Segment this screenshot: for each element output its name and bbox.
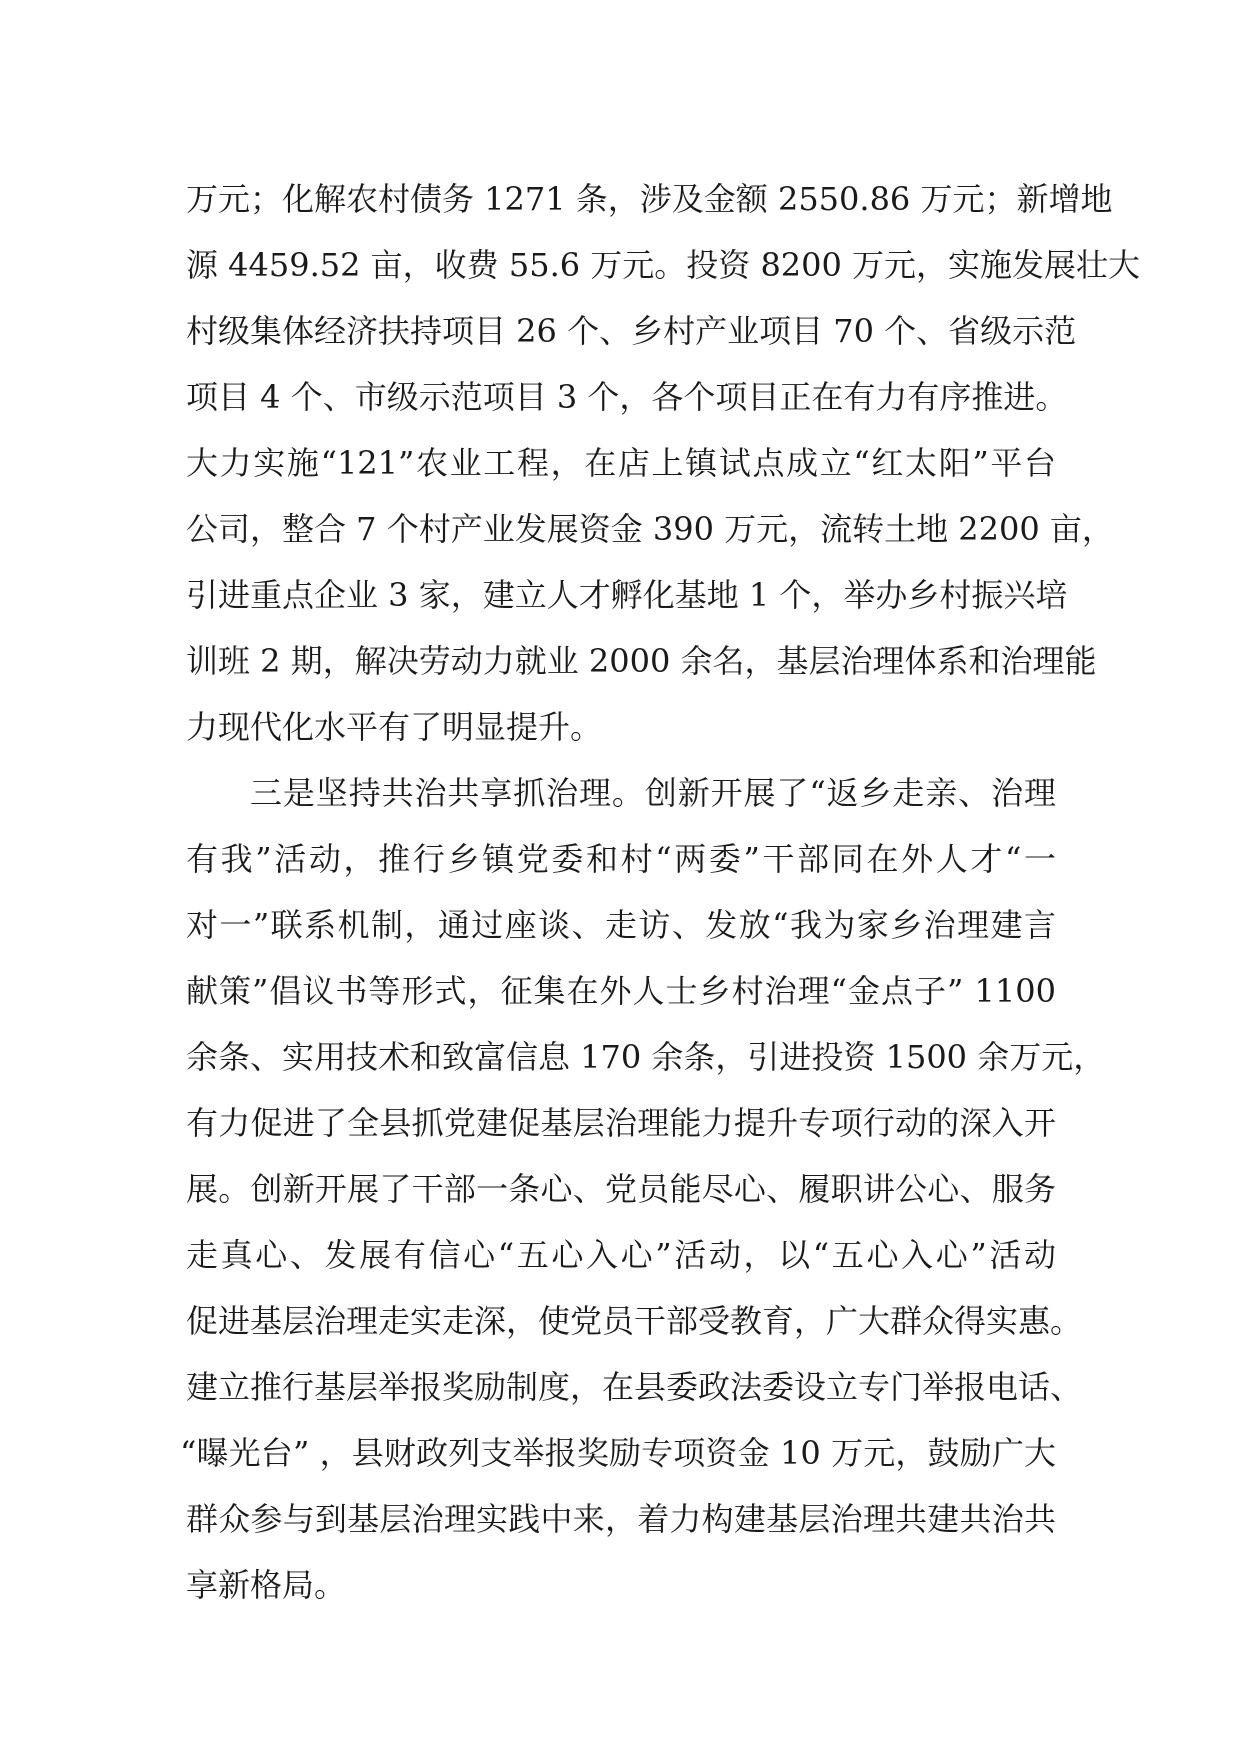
text-line: 对一”联系机制，通过座谈、走访、发放“我为家乡治理建言: [186, 906, 1056, 944]
text-line: 项目 4 个、市级示范项目 3 个，各个项目正在有力有序推进。: [186, 378, 1068, 416]
text-line: 促进基层治理走实走深，使党员干部受教育，广大群众得实惠。: [186, 1302, 1083, 1340]
text-line: 有力促进了全县抓党建促基层治理能力提升专项行动的深入开: [186, 1104, 1056, 1142]
text-line: 村级集体经济扶持项目 26 个、乡村产业项目 70 个、省级示范: [186, 312, 1077, 350]
text-line: 万元；化解农村债务 1271 条，涉及金额 2550.86 万元；新增地: [186, 180, 1113, 218]
text-line: 大力实施“121”农业工程，在店上镇试点成立“红太阳”平台: [186, 444, 1056, 482]
text-line: 训班 2 期，解决劳动力就业 2000 余名，基层治理体系和治理能: [186, 642, 1097, 680]
text-line: 公司，整合 7 个村产业发展资金 390 万元，流转土地 2200 亩，: [186, 510, 1114, 548]
text-line: 献策”倡议书等形式，征集在外人士乡村治理“金点子” 1100: [186, 972, 1056, 1010]
text-line: 余条、实用技术和致富信息 170 余条，引进投资 1500 余万元，: [186, 1038, 1106, 1076]
text-line: 走真心、发展有信心“五心入心”活动，以“五心入心”活动: [186, 1236, 1056, 1274]
text-line: 建立推行基层举报奖励制度，在县委政法委设立专门举报电话、: [186, 1368, 1083, 1406]
paragraph-first-line: 三是坚持共治共享抓治理。创新开展了“返乡走亲、治理: [250, 774, 1056, 812]
text-line: 群众参与到基层治理实践中来，着力构建基层治理共建共治共: [186, 1500, 1056, 1538]
text-line: 源 4459.52 亩，收费 55.6 万元。投资 8200 万元，实施发展壮大: [186, 246, 1141, 284]
text-line: 力现代化水平有了明显提升。: [186, 708, 603, 746]
text-line: 享新格局。: [186, 1566, 347, 1604]
text-line: “曝光台” ，县财政列支举报奖励专项资金 10 万元，鼓励广大: [180, 1434, 1056, 1472]
text-line: 有我”活动，推行乡镇党委和村“两委”干部同在外人才“一: [186, 840, 1056, 878]
text-line: 展。创新开展了干部一条心、党员能尽心、履职讲公心、服务: [186, 1170, 1056, 1208]
text-line: 引进重点企业 3 家，建立人才孵化基地 1 个，举办乡村振兴培: [186, 576, 1068, 614]
body-text: [180, 166, 1141, 1618]
